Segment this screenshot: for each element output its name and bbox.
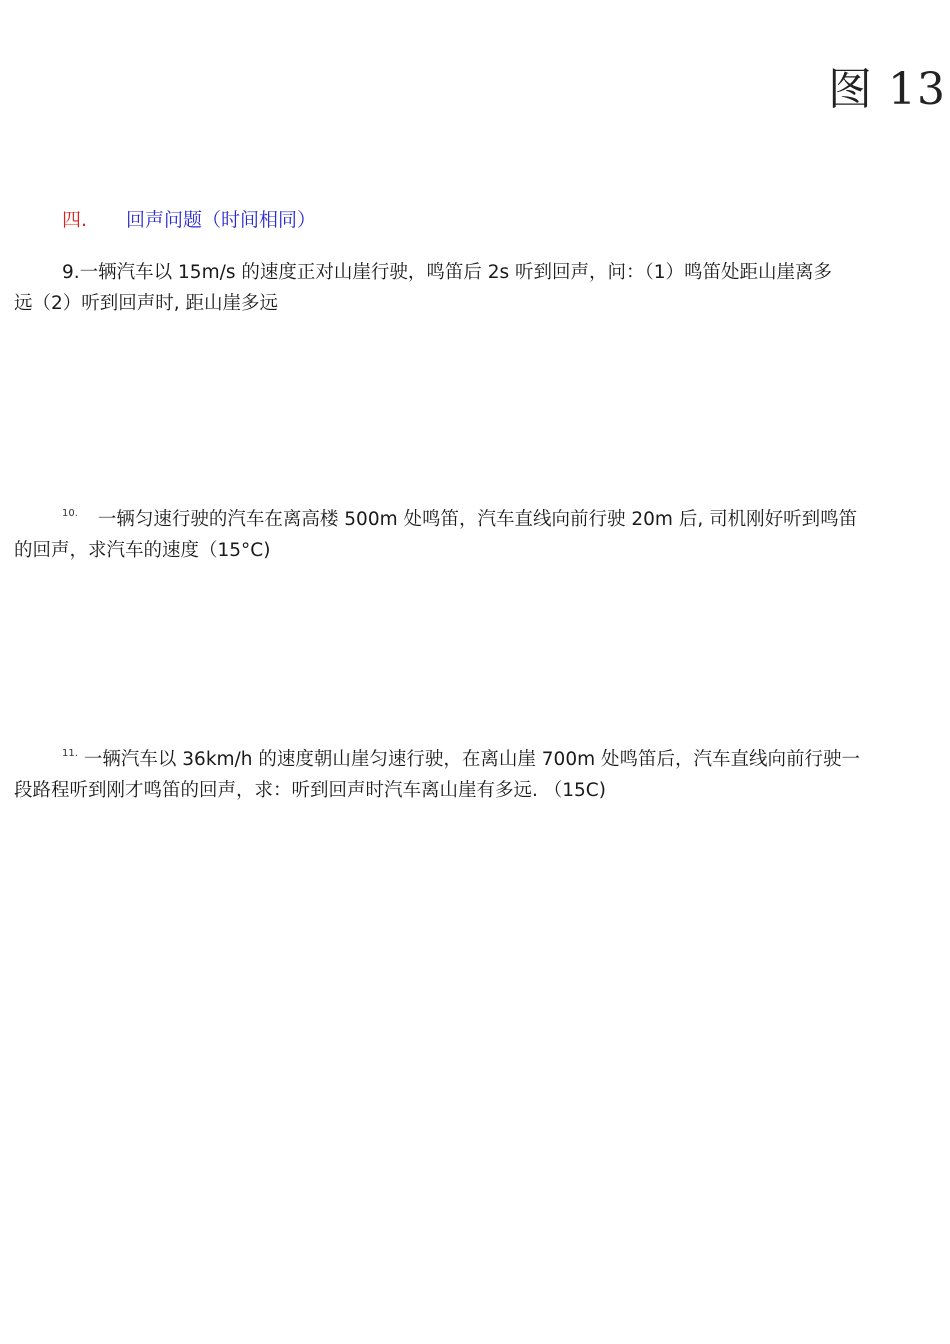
problem-text-line1: 一辆汽车以 36km/h 的速度朝山崖匀速行驶，在离山崖 700m 处鸣笛后，汽车直线向前行驶一: [83, 749, 860, 770]
problem-text-line1: 一辆匀速行驶的汽车在离高楼 500m 处鸣笛，汽车直线向前行驶 20m 后, 司机刚好听到鸣笛: [97, 509, 858, 530]
problem-9: [14, 257, 944, 319]
problem-line: [14, 498, 944, 535]
figure-label: 图 13: [828, 64, 946, 115]
problem-number: 9.: [62, 262, 80, 283]
section-title: 回声问题（时间相同）: [126, 209, 317, 231]
problem-text-line1: 一辆汽车以 15m/s 的速度正对山崖行驶，鸣笛后 2s 听到回声，问：（1）鸣笛处距山崖离多: [79, 262, 833, 283]
problem-text-line2: 段路程听到刚才鸣笛的回声，求：听到回声时汽车离山崖有多远. （15C): [14, 780, 606, 801]
problem-text-line2: 的回声，求汽车的速度（15°C): [14, 540, 271, 561]
problem-text-line2: 远（2）听到回声时, 距山崖多远: [14, 293, 279, 314]
section-number: 四.: [62, 209, 88, 231]
problem-number: 10.: [62, 508, 78, 519]
problem-line: [14, 257, 944, 288]
section-heading: [62, 206, 316, 234]
problem-11: [14, 738, 944, 806]
problem-10: [14, 498, 944, 566]
problem-number: 11.: [62, 748, 78, 759]
problem-line: [14, 738, 944, 775]
